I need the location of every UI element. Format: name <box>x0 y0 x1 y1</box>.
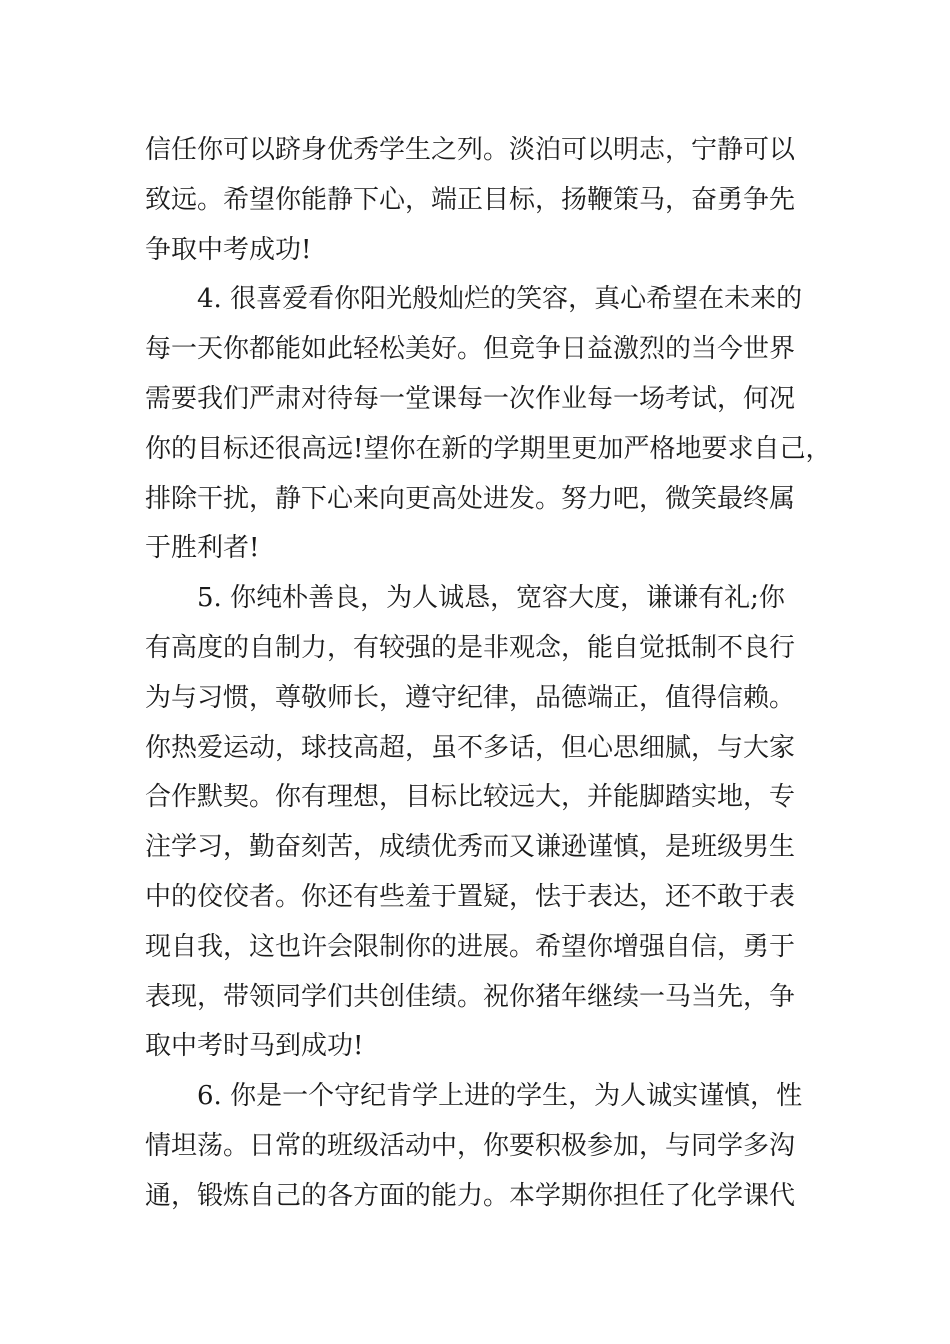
text-line: 中的佼佼者。你还有些羞于置疑，怯于表达，还不敢于表 <box>145 881 796 912</box>
text-line: 现自我，这也许会限制你的进展。希望你增强自信，勇于 <box>145 931 796 962</box>
document-body <box>145 126 832 1222</box>
text-line: 有高度的自制力，有较强的是非观念，能自觉抵制不良行 <box>145 632 796 663</box>
text-line: 致远。希望你能静下心，端正目标，扬鞭策马，奋勇争先 <box>145 184 796 215</box>
text-line-item-5-start: 5. 你纯朴善良，为人诚恳，宽容大度，谦谦有礼;你 <box>197 583 785 614</box>
text-line: 信任你可以跻身优秀学生之列。淡泊可以明志，宁静可以 <box>145 135 796 165</box>
text-line: 表现，带领同学们共创佳绩。祝你猪年继续一马当先，争 <box>145 981 796 1012</box>
text-line: 为与习惯，尊敬师长，遵守纪律，品德端正，值得信赖。 <box>145 682 796 713</box>
text-line-item-6-start: 6. 你是一个守纪肯学上进的学生，为人诚实谨慎，性 <box>197 1081 803 1112</box>
text-line-item-4-start: 4. 很喜爱看你阳光般灿烂的笑容，真心希望在未来的 <box>197 284 803 315</box>
text-line: 通，锻炼自己的各方面的能力。本学期你担任了化学课代 <box>145 1180 796 1211</box>
text-line: 取中考时马到成功! <box>145 1031 364 1062</box>
text-line: 争取中考成功! <box>145 234 312 265</box>
text-line: 注学习，勤奋刻苦，成绩优秀而又谦逊谨慎，是班级男生 <box>145 832 796 863</box>
text-line: 于胜利者! <box>145 533 260 564</box>
text-line: 每一天你都能如此轻松美好。但竞争日益激烈的当今世界 <box>145 334 796 365</box>
text-line: 情坦荡。日常的班级活动中，你要积极参加，与同学多沟 <box>145 1130 796 1161</box>
text-line: 你的目标还很高远!望你在新的学期里更加严格地要求自己， <box>145 433 832 464</box>
text-line: 排除干扰，静下心来向更高处进发。努力吧，微笑最终属 <box>145 483 796 514</box>
text-line: 你热爱运动，球技高超，虽不多话，但心思细腻，与大家 <box>145 732 796 763</box>
text-line: 合作默契。你有理想，目标比较远大，并能脚踏实地，专 <box>145 782 796 813</box>
text-line: 需要我们严肃对待每一堂课每一次作业每一场考试，何况 <box>145 383 796 414</box>
